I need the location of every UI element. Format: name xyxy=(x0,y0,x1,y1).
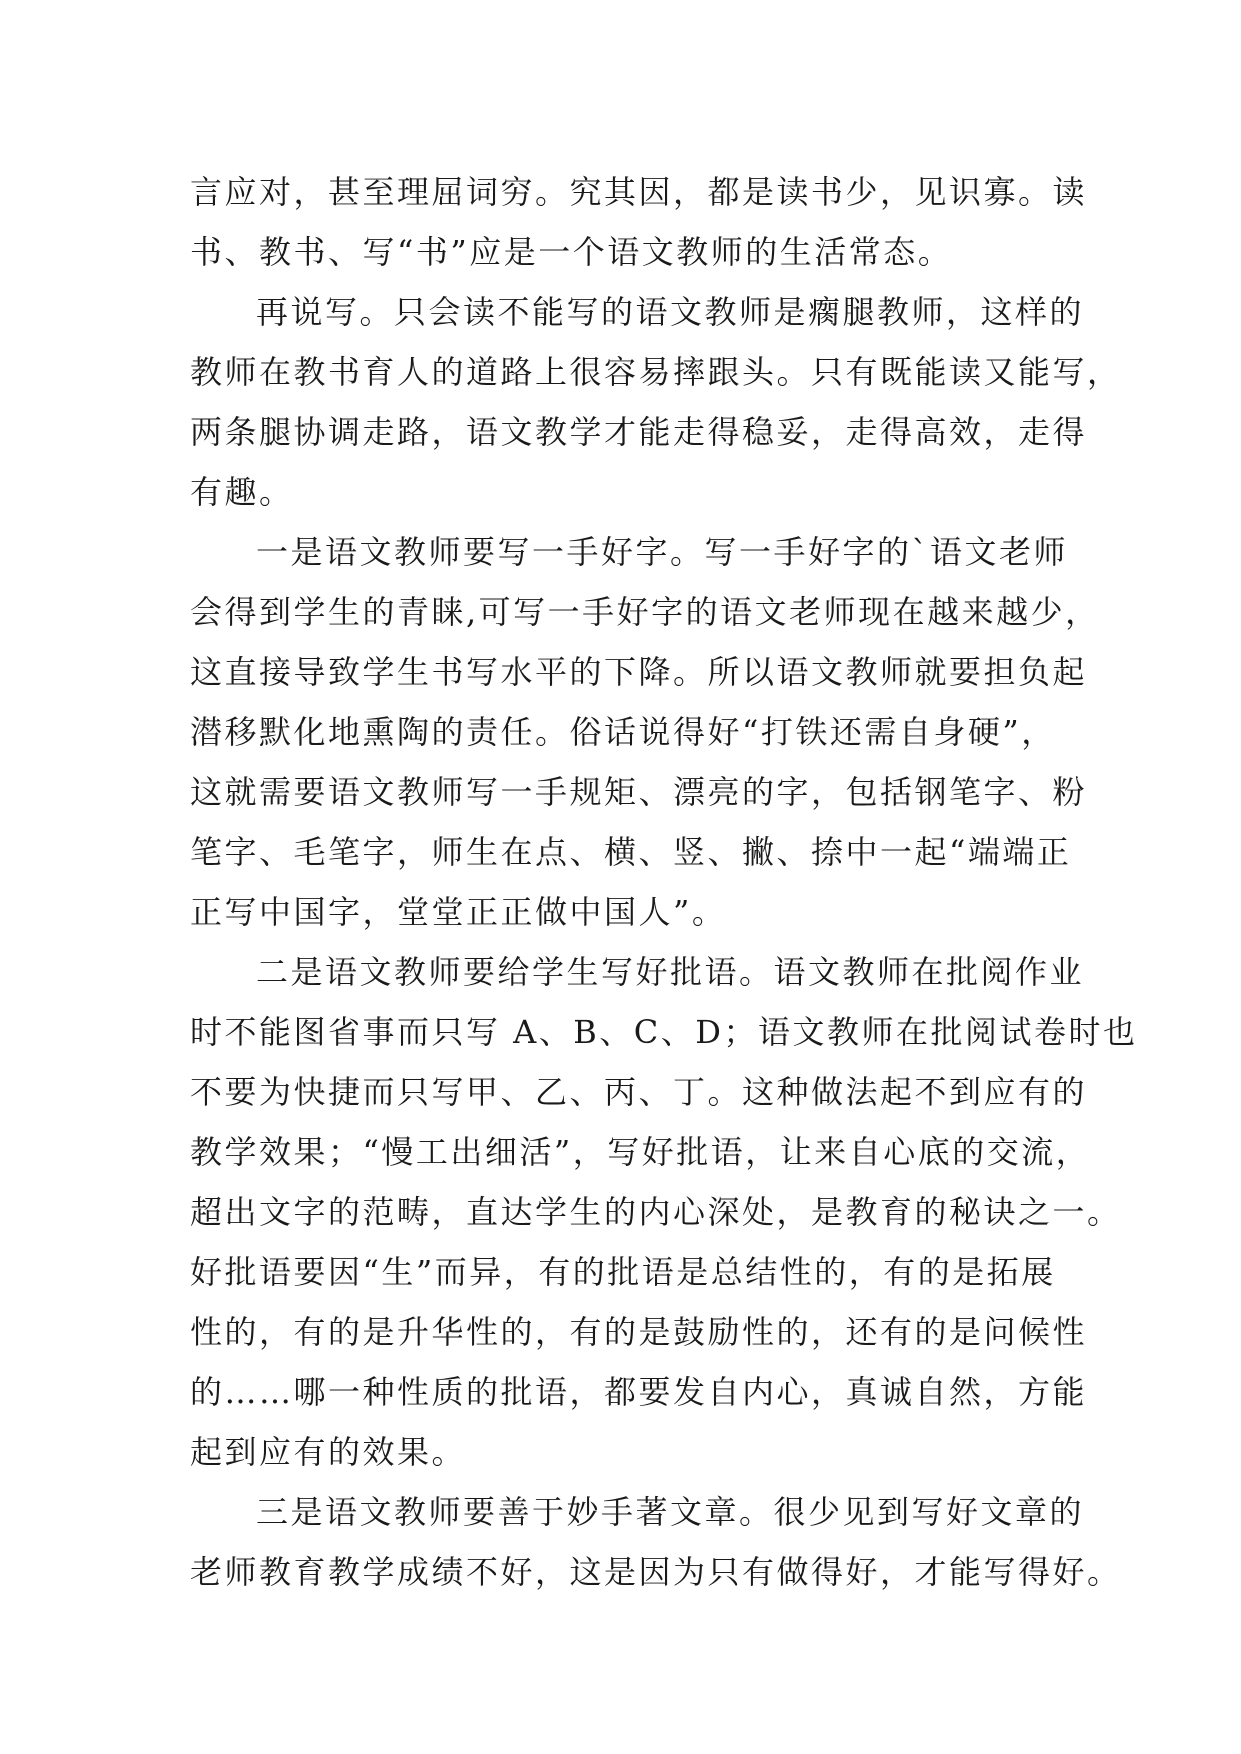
text-line: 教学效果；“慢工出细活”，写好批语，让来自心底的交流， xyxy=(190,1133,1091,1171)
paragraph xyxy=(190,942,1138,1482)
text-line: 三是语文教师要善于妙手著文章。很少见到写好文章的 xyxy=(256,1493,1085,1531)
text-line: 的……哪一种性质的批语，都要发自内心，真诚自然，方能 xyxy=(190,1373,1088,1411)
text-line: 潜移默化地熏陶的责任。俗话说得好“打铁还需自身硬”， xyxy=(190,713,1056,751)
text-line: 正写中国字，堂堂正正做中国人”。 xyxy=(190,893,727,931)
paragraph xyxy=(190,282,1122,522)
text-line: 教师在教书育人的道路上很容易摔跟头。只有既能读又能写， xyxy=(190,353,1122,391)
text-line: 超出文字的范畴，直达学生的内心深处，是教育的秘诀之一。 xyxy=(190,1193,1122,1231)
text-line: 好批语要因“生”而异，有的批语是总结性的，有的是拓展 xyxy=(190,1253,1056,1291)
text-line: 言应对，甚至理屈词穷。究其因，都是读书少，见识寡。读 xyxy=(190,173,1088,211)
text-line: 二是语文教师要给学生写好批语。语文教师在批阅作业 xyxy=(256,953,1085,991)
text-line: 两条腿协调走路，语文教学才能走得稳妥，走得高效，走得 xyxy=(190,413,1088,451)
text-line: 再说写。只会读不能写的语文教师是瘸腿教师，这样的 xyxy=(256,293,1085,331)
text-line: 这直接导致学生书写水平的下降。所以语文教师就要担负起 xyxy=(190,653,1088,691)
text-line: 会得到学生的青睐,可写一手好字的语文老师现在越来越少， xyxy=(190,593,1100,631)
text-line: 不要为快捷而只写甲、乙、丙、丁。这种做法起不到应有的 xyxy=(190,1073,1088,1111)
paragraph xyxy=(190,162,1088,282)
text-line: 性的，有的是升华性的，有的是鼓励性的，还有的是问候性 xyxy=(190,1313,1088,1351)
text-line: 起到应有的效果。 xyxy=(190,1433,467,1471)
text-line: 这就需要语文教师写一手规矩、漂亮的字，包括钢笔字、粉 xyxy=(190,773,1088,811)
body-text xyxy=(190,162,1138,1602)
paragraph xyxy=(190,1482,1122,1602)
text-line: 老师教育教学成绩不好，这是因为只有做得好，才能写得好。 xyxy=(190,1553,1122,1591)
text-line: 有趣。 xyxy=(190,473,294,511)
text-line: 书、教书、写“书”应是一个语文教师的生活常态。 xyxy=(190,233,953,271)
text-line: 笔字、毛笔字，师生在点、横、竖、撇、捺中一起“端端正 xyxy=(190,833,1072,871)
text-line: 时不能图省事而只写 A、B、C、D；语文教师在批阅试卷时也 xyxy=(190,1013,1138,1051)
paragraph xyxy=(190,522,1100,942)
text-line: 一是语文教师要写一手好字。写一手好字的`语文老师 xyxy=(256,533,1069,571)
